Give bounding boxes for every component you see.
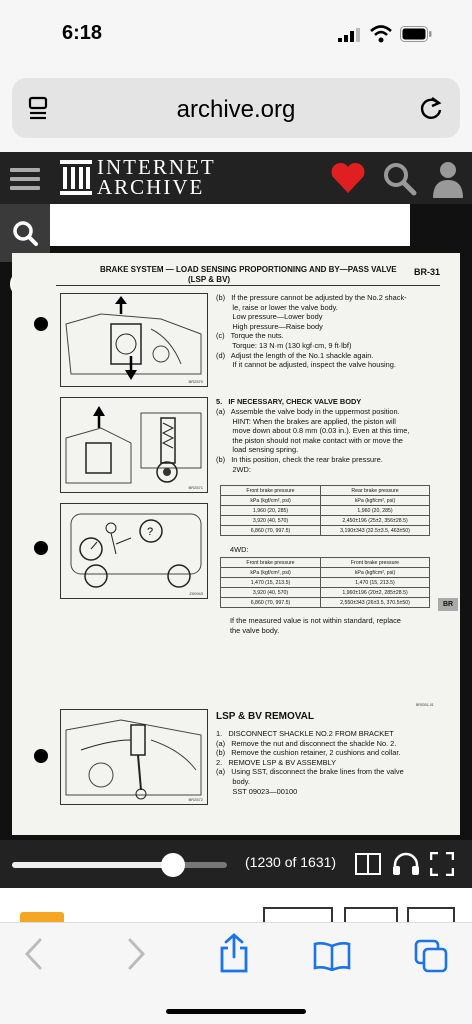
table-cell: 1,470 (15, 213.5) <box>221 578 321 588</box>
table-row <box>221 526 430 536</box>
instructions-check-valve: (a) Assemble the valve body in the uppermost position. HINT: When the brakes are applied, the piston will move down about 0.8 mm (0.03 in.). Even at this time, the piston should not make contact with or move the load sensing spring. (b) In this position, check the rear brake pressure. 2WD: <box>216 407 410 474</box>
fullscreen-icon[interactable] <box>430 852 454 876</box>
previous-page-edge <box>50 204 410 246</box>
hamburger-menu-icon[interactable] <box>10 166 40 190</box>
table-row <box>221 578 430 588</box>
back-icon[interactable] <box>22 937 46 971</box>
heart-donate-icon[interactable] <box>330 162 366 194</box>
table-cell: 3,190±343 (32.5±3.5, 463±50) <box>321 526 430 536</box>
user-account-icon[interactable] <box>432 160 464 198</box>
table-cell: 1,470 (15, 213.5) <box>321 578 430 588</box>
logo-line-1: INTERNET <box>97 155 216 179</box>
tabs-icon[interactable] <box>414 939 450 973</box>
instructions-adjust: (b) If the pressure cannot be adjusted by the No.2 shack- le, raise or lower the valve body. Low pressure—Lower body High pressure—Raise body (c) Torque the nuts. Torque: 13 N·m (130 kgf·cm, 9 ft·lbf) (d) Adjust the length of the No.1 shackle again. If it cannot be adjusted, inspect the valve housing. <box>216 293 407 370</box>
share-icon[interactable] <box>218 933 250 973</box>
table-cell: 1,960±196 (20±2, 285±28.5) <box>321 588 430 598</box>
svg-text:?: ? <box>147 526 154 538</box>
table-unit: kPa (kgf/cm², psi) <box>221 496 321 506</box>
page-slider-fill <box>12 862 173 868</box>
table-header: Rear brake pressure <box>321 486 430 496</box>
content-peek-graphics <box>0 888 472 924</box>
table-cell: 6,860 (70, 997.5) <box>221 598 321 608</box>
figure-shackle-adjust <box>60 293 208 387</box>
archive-logo-text[interactable] <box>97 157 216 197</box>
page-slider[interactable] <box>12 862 227 868</box>
binder-hole <box>34 541 48 555</box>
figure-pressure-gauge <box>60 503 208 599</box>
reload-icon[interactable] <box>418 95 444 121</box>
table-header: Front brake pressure <box>321 558 430 568</box>
removal-illustration <box>61 710 207 804</box>
status-bar <box>0 0 472 70</box>
page-below-viewer <box>0 888 472 924</box>
pressure-gauge-illustration <box>61 504 207 598</box>
table-unit: kPa (kgf/cm², psi) <box>221 568 321 578</box>
table-cell: 1,960 (20, 285) <box>321 506 430 516</box>
table-header: Front brake pressure <box>221 486 321 496</box>
read-aloud-headphones-icon[interactable] <box>392 852 420 876</box>
table-unit: kPa (kgf/cm², psi) <box>321 496 430 506</box>
instructions-replace: If the measured value is not within standard, replace the valve body. <box>230 616 401 635</box>
table-cell: 3,920 (40, 570) <box>221 588 321 598</box>
viewer-controls <box>0 840 472 888</box>
bookmarks-icon[interactable] <box>313 941 351 971</box>
table-cell: 2,450±196 (25±2, 356±28.5) <box>321 516 430 526</box>
url-text[interactable]: archive.org <box>176 96 296 123</box>
table-cell: 3,920 (40, 570) <box>221 516 321 526</box>
archive-building-icon[interactable] <box>60 160 92 196</box>
wifi-icon <box>370 25 392 43</box>
search-icon[interactable] <box>383 162 417 196</box>
table-row <box>221 598 430 608</box>
home-indicator <box>166 1009 306 1014</box>
logo-line-2: ARCHIVE <box>97 175 205 199</box>
section-title: LSP & BV REMOVAL <box>216 711 314 722</box>
header-rule <box>56 285 440 286</box>
instructions-removal: 1. DISCONNECT SHACKLE NO.2 FROM BRACKET (a) Remove the nut and disconnect the shackle No. 2. (b) Remove the cushion retainer, 2 cushions and collar. 2. REMOVE LSP & BV ASSEMBLY (a) Using SST, disconnect the brake lines from the valve body. SST 09023—00100 <box>216 729 404 796</box>
table-row <box>221 506 430 516</box>
figure-valve-body <box>60 397 208 493</box>
table-row <box>221 588 430 598</box>
step-5-title: 5. IF NECESSARY, CHECK VALVE BODY <box>216 397 362 406</box>
cellular-signal-icon <box>338 28 360 42</box>
figure-code: Z00943 <box>189 591 203 596</box>
figure-code: BR2572 <box>188 797 203 802</box>
figure-code: BR2570 <box>188 379 203 384</box>
table-2wd <box>220 485 430 536</box>
page-header: BRAKE SYSTEM — LOAD SENSING PROPORTIONING AND BY—PASS VALVE <box>100 265 397 274</box>
table-cell: 6,860 (70, 997.5) <box>221 526 321 536</box>
page-count: (1230 of 1631) <box>245 854 337 870</box>
figure-code: BR2571 <box>188 485 203 490</box>
table-row <box>221 516 430 526</box>
address-bar[interactable] <box>12 78 460 138</box>
table-cell: 1,960 (20, 285) <box>221 506 321 516</box>
two-page-view-icon[interactable] <box>355 853 381 875</box>
battery-icon <box>400 26 432 42</box>
table-cell: 2,550±343 (26±3.5, 370.5±50) <box>321 598 430 608</box>
page-number: BR-31 <box>413 267 440 277</box>
status-time: 6:18 <box>62 22 103 44</box>
figure-removal <box>60 709 208 805</box>
binder-hole <box>34 749 48 763</box>
page-header-sub: (LSP & BV) <box>188 275 231 284</box>
label-4wd: 4WD: <box>230 545 249 554</box>
ia-header <box>0 152 472 204</box>
valve-body-illustration <box>61 398 207 492</box>
forward-icon[interactable] <box>124 937 148 971</box>
table-4wd <box>220 557 430 608</box>
shackle-illustration <box>61 294 207 386</box>
section-tab: BR <box>438 598 458 611</box>
binder-hole <box>34 317 48 331</box>
page-slider-thumb[interactable] <box>161 853 185 877</box>
table-unit: kPa (kgf/cm², psi) <box>321 568 430 578</box>
reference-code: BR0301-01 <box>416 703 434 707</box>
book-page[interactable] <box>12 253 460 835</box>
table-header: Front brake pressure <box>221 558 321 568</box>
